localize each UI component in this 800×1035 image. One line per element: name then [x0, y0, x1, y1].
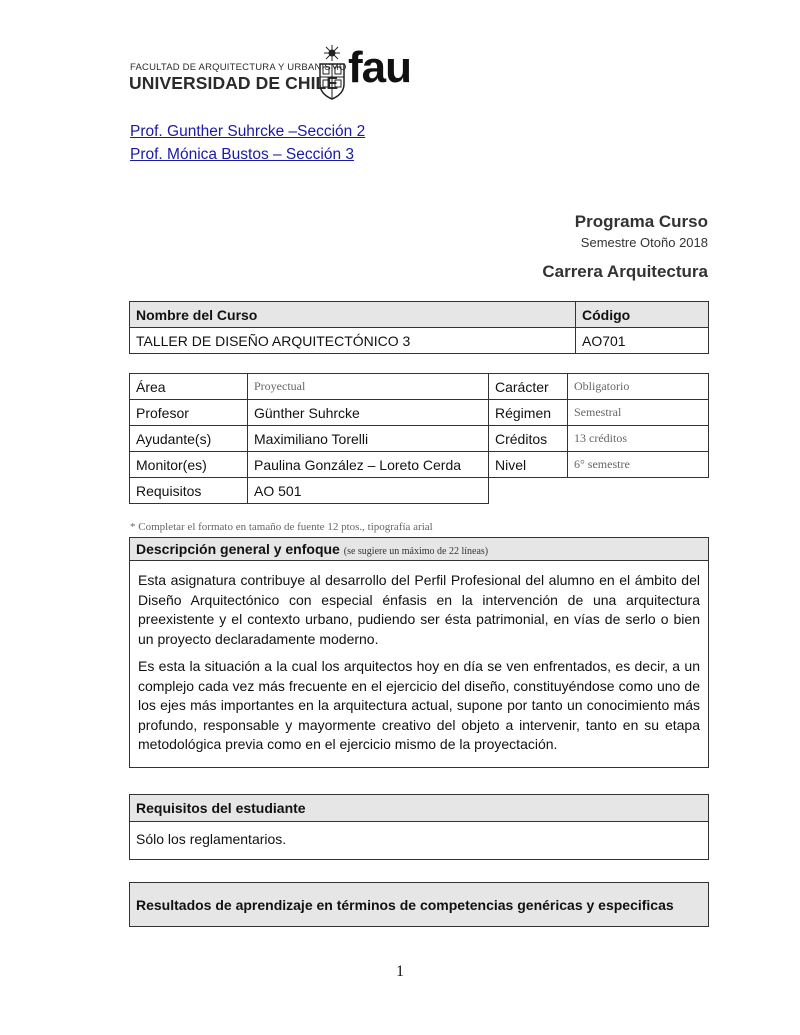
regimen-value: Semestral: [568, 400, 709, 426]
area-label: Área: [130, 374, 248, 400]
nivel-label: Nivel: [489, 452, 568, 478]
course-table: [129, 301, 709, 354]
course-code: AO701: [576, 328, 709, 354]
creditos-label: Créditos: [489, 426, 568, 452]
description-header: [130, 538, 708, 561]
profesor-value: Günther Suhrcke: [248, 400, 489, 426]
requirements-section: [129, 794, 709, 860]
regimen-label: Régimen: [489, 400, 568, 426]
requisitos-value: AO 501: [248, 478, 489, 504]
professor-link-1[interactable]: Prof. Gunther Suhrcke –Sección 2: [130, 123, 366, 140]
ayudantes-value: Maximiliano Torelli: [248, 426, 489, 452]
profesor-label: Profesor: [130, 400, 248, 426]
university-name: UNIVERSIDAD DE CHILE: [129, 73, 339, 93]
results-section: [129, 882, 709, 927]
description-paragraph-2: Es esta la situación a la cual los arquitectos hoy en día se ven enfrentados, es decir, a un complejo cada vez más frecuente en el ejercicio del diseño, constituyéndose como uno de los ejes más importantes en la arquitectura actual, supone por tanto un conocimiento más profundo, responsable y mayormente creativo del objeto a intervenir, tanto en su etapa metodológica previa como en el ejercicio mismo de la proyectación.: [138, 658, 700, 752]
results-header: Resultados de aprendizaje en términos de competencias genéricas y especificas: [136, 897, 674, 913]
monitores-label: Monitor(es): [130, 452, 248, 478]
description-hint: (se sugiere un máximo de 22 líneas): [343, 546, 489, 557]
course-info-table: [129, 373, 709, 504]
page-number: 1: [396, 963, 404, 980]
format-note: * Completar el formato en tamaño de fuente 12 ptos., tipografía arial: [130, 521, 433, 533]
description-section: [129, 537, 709, 768]
career-label: Carrera Arquitectura: [542, 262, 708, 281]
nivel-value: 6° semestre: [568, 452, 709, 478]
requisitos-label: Requisitos: [130, 478, 248, 504]
caracter-label: Carácter: [489, 374, 568, 400]
semester-label: Semestre Otoño 2018: [580, 235, 708, 250]
university-seal-icon: [317, 44, 347, 100]
course-code-header: Código: [576, 302, 709, 328]
course-name: TALLER DE DISEÑO ARQUITECTÓNICO 3: [130, 328, 576, 354]
program-title: Programa Curso: [574, 212, 708, 231]
requirements-header: Requisitos del estudiante: [130, 795, 708, 822]
creditos-value: 13 créditos: [568, 426, 709, 452]
description-body: [130, 561, 708, 767]
description-title: Descripción general y enfoque: [136, 541, 340, 557]
requirements-body: Sólo los reglamentarios.: [136, 831, 287, 847]
caracter-value: Obligatorio: [568, 374, 709, 400]
fau-logo: fau: [348, 43, 411, 92]
professor-link-2[interactable]: Prof. Mónica Bustos – Sección 3: [130, 146, 355, 163]
faculty-name: FACULTAD DE ARQUITECTURA Y URBANISMO: [130, 62, 347, 73]
course-name-header: Nombre del Curso: [130, 302, 576, 328]
description-paragraph-1: Esta asignatura contribuye al desarrollo del Perfil Profesional del alumno en el ámbito del Diseño Arquitectónico con especial énfasis en la intervención de una arquitectura preexistente y el contexto urbano, pudiendo ser ésta patrimonial, en vías de serlo o bien un proyecto declaradamente moderno.: [138, 572, 700, 647]
ayudantes-label: Ayudante(s): [130, 426, 248, 452]
area-value: Proyectual: [248, 374, 489, 400]
monitores-value: Paulina González – Loreto Cerda: [248, 452, 489, 478]
